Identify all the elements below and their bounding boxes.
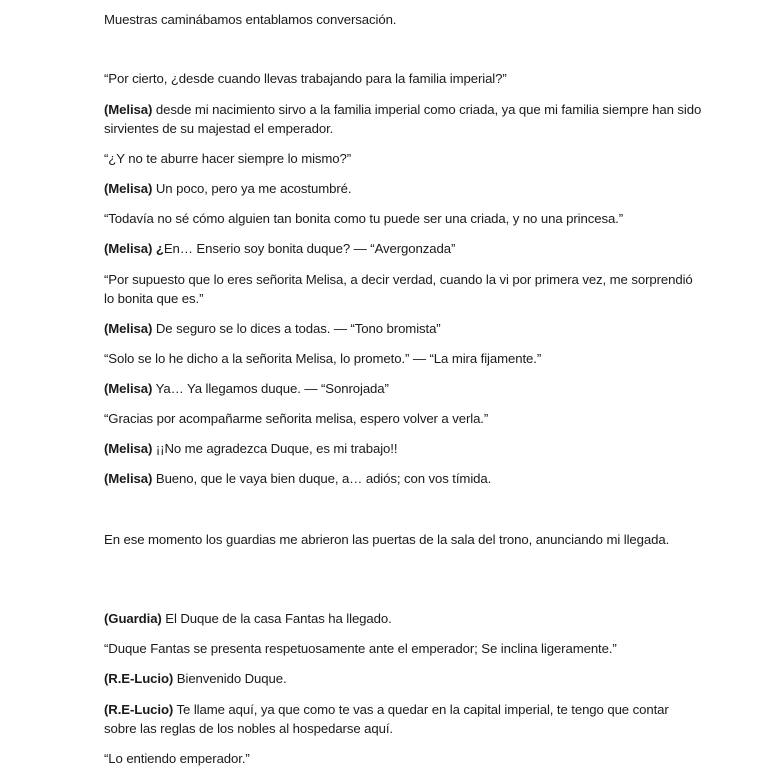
speaker-label: (Melisa)	[104, 102, 153, 117]
paragraph-0	[104, 10, 704, 29]
paragraph-text: En ese momento los guardias me abrieron las puertas de la sala del trono, anunciando mi llegada.	[104, 532, 670, 547]
paragraph-text: Muestras caminábamos entablamos conversación.	[104, 12, 397, 27]
speaker-label: (Guardia)	[104, 611, 162, 626]
speaker-label: (R.E-Lucio)	[104, 671, 174, 686]
speaker-label: (Melisa)	[104, 471, 153, 486]
paragraph-text: “Gracias por acompañarme señorita melisa, espero volver a verla.”	[104, 411, 489, 426]
paragraph-2	[104, 100, 704, 138]
speaker-label: (Melisa) ¿	[104, 241, 164, 256]
paragraph-text: En… Enserio soy bonita duque? — “Avergonzada”	[163, 241, 456, 256]
paragraph-text: El Duque de la casa Fantas ha llegado.	[161, 611, 392, 626]
paragraph-10	[104, 379, 704, 398]
paragraph-text: Te llame aquí, ya que como te vas a quedar en la capital imperial, te tengo que contar sobre las reglas de los nobles al hospedarse aquí.	[104, 702, 669, 736]
paragraph-14	[104, 530, 704, 549]
paragraph-text: “Solo se lo he dicho a la señorita Melisa, lo prometo.” — “La mira fijamente.”	[104, 351, 542, 366]
speaker-label: (Melisa)	[104, 181, 153, 196]
document-page	[104, 0, 704, 773]
paragraph-text: Un poco, pero ya me acostumbré.	[152, 181, 352, 196]
speaker-label: (Melisa)	[104, 321, 153, 336]
paragraph-1	[104, 69, 704, 88]
speaker-label: (Melisa)	[104, 441, 153, 456]
paragraph-text: “¿Y no te aburre hacer siempre lo mismo?”	[104, 151, 352, 166]
paragraph-17	[104, 669, 704, 688]
paragraph-6	[104, 239, 704, 258]
paragraph-text: “Lo entiendo emperador.”	[104, 751, 250, 766]
paragraph-8	[104, 319, 704, 338]
paragraph-text: ¡¡No me agradezca Duque, es mi trabajo!!	[152, 441, 398, 456]
paragraph-11	[104, 409, 704, 428]
paragraph-text: Ya… Ya llegamos duque. — “Sonrojada”	[152, 381, 389, 396]
speaker-label: (Melisa)	[104, 381, 153, 396]
paragraph-13	[104, 469, 704, 488]
paragraph-text: De seguro se lo dices a todas. — “Tono bromista”	[152, 321, 441, 336]
paragraph-18	[104, 700, 704, 738]
paragraph-4	[104, 179, 704, 198]
paragraph-19	[104, 749, 704, 768]
paragraph-7	[104, 270, 704, 308]
paragraph-text: “Duque Fantas se presenta respetuosamente ante el emperador; Se inclina ligeramente.”	[104, 641, 617, 656]
paragraph-15	[104, 609, 704, 628]
paragraph-text: “Por cierto, ¿desde cuando llevas trabajando para la familia imperial?”	[104, 71, 507, 86]
paragraph-9	[104, 349, 704, 368]
paragraph-text: Bueno, que le vaya bien duque, a… adiós; con vos tímida.	[152, 471, 492, 486]
paragraph-text: “Por supuesto que lo eres señorita Melisa, a decir verdad, cuando la vi por primera vez, me sorprendió lo bonita que es.”	[104, 272, 693, 306]
paragraph-12	[104, 439, 704, 458]
paragraph-text: “Todavía no sé cómo alguien tan bonita como tu puede ser una criada, y no una princesa.”	[104, 211, 624, 226]
paragraph-text: desde mi nacimiento sirvo a la familia imperial como criada, ya que mi familia siempre han sido sirvientes de su majestad el emperador.	[104, 102, 702, 136]
speaker-label: (R.E-Lucio)	[104, 702, 174, 717]
paragraph-5	[104, 209, 704, 228]
paragraph-text: Bienvenido Duque.	[173, 671, 287, 686]
paragraph-16	[104, 639, 704, 658]
paragraph-3	[104, 149, 704, 168]
